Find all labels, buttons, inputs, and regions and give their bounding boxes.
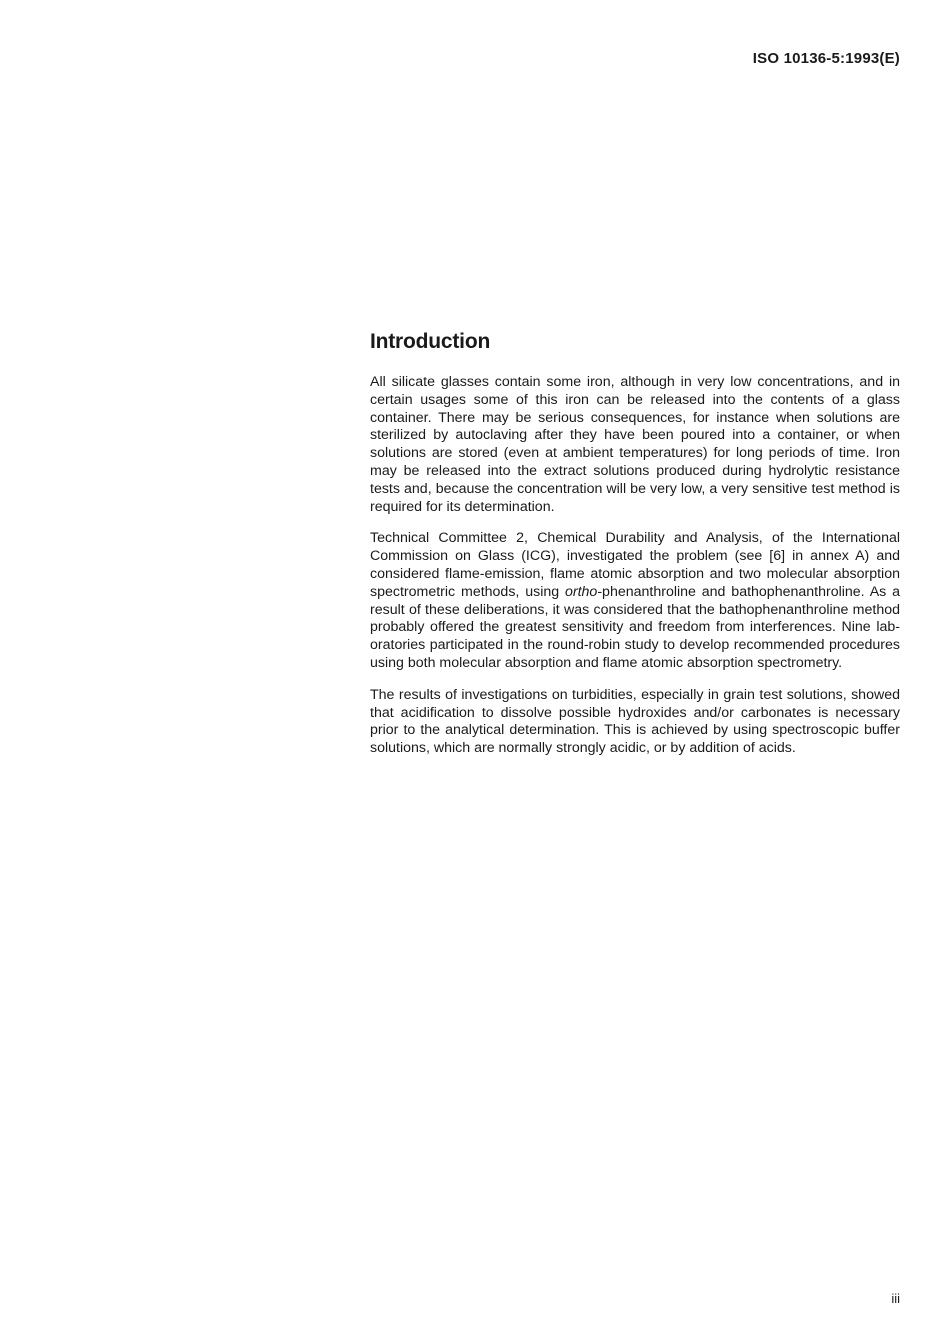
paragraph-2-text-before: Technical Committee 2, Chemical Durability and Analysis, of the International Commission on Glass (ICG), investigated the problem (see [6] in annex A) and considered flame-emission, flame atomic absorption and two molecular absorption spectrometric methods, using	[370, 530, 900, 600]
section-title: Introduction	[370, 330, 491, 353]
main-content	[370, 330, 900, 772]
paragraph-2-emphasis: ortho	[564, 583, 598, 600]
paragraph-2-text-after: -phenanthroline and bathophenanthroline. As a result of these deliberations, it was considered that the bathophenanthroline method probably offered the greatest sensitivity and freedom from interferences. Nine laboratories participated in the round-robin study to develop recommended procedures using both molecular absorption and flame atomic absorption spectrometry.	[370, 583, 900, 671]
paragraph-3	[370, 687, 900, 758]
paragraph-3-text: The results of investigations on turbidities, especially in grain test solutions, showed that acidification to dissolve possible hydroxides and/or carbonates is necessary prior to the analytical determination. This is achieved by using spectroscopic buffer solutions, which are normally strongly acidic, or by addition of acids.	[370, 686, 900, 757]
paragraph-2	[370, 530, 900, 672]
document-code: ISO 10136-5:1993(E)	[752, 50, 900, 67]
paragraph-1	[370, 374, 900, 516]
paragraph-1-text: All silicate glasses contain some iron, although in very low concentrations, and in certain usages some of this iron can be released into the contents of a glass container. There may be serious consequences, for instance when solutions are sterilized by autoclaving after they have been poured into a container, or when solutions are stored (even at ambient temperatures) for long periods of time. Iron may be released into the extract solutions produced during hydrolytic resistance tests and, because the concentration will be very low, a very sensitive test method is required for its determination.	[370, 374, 900, 515]
page-number: iii	[891, 1291, 900, 1306]
